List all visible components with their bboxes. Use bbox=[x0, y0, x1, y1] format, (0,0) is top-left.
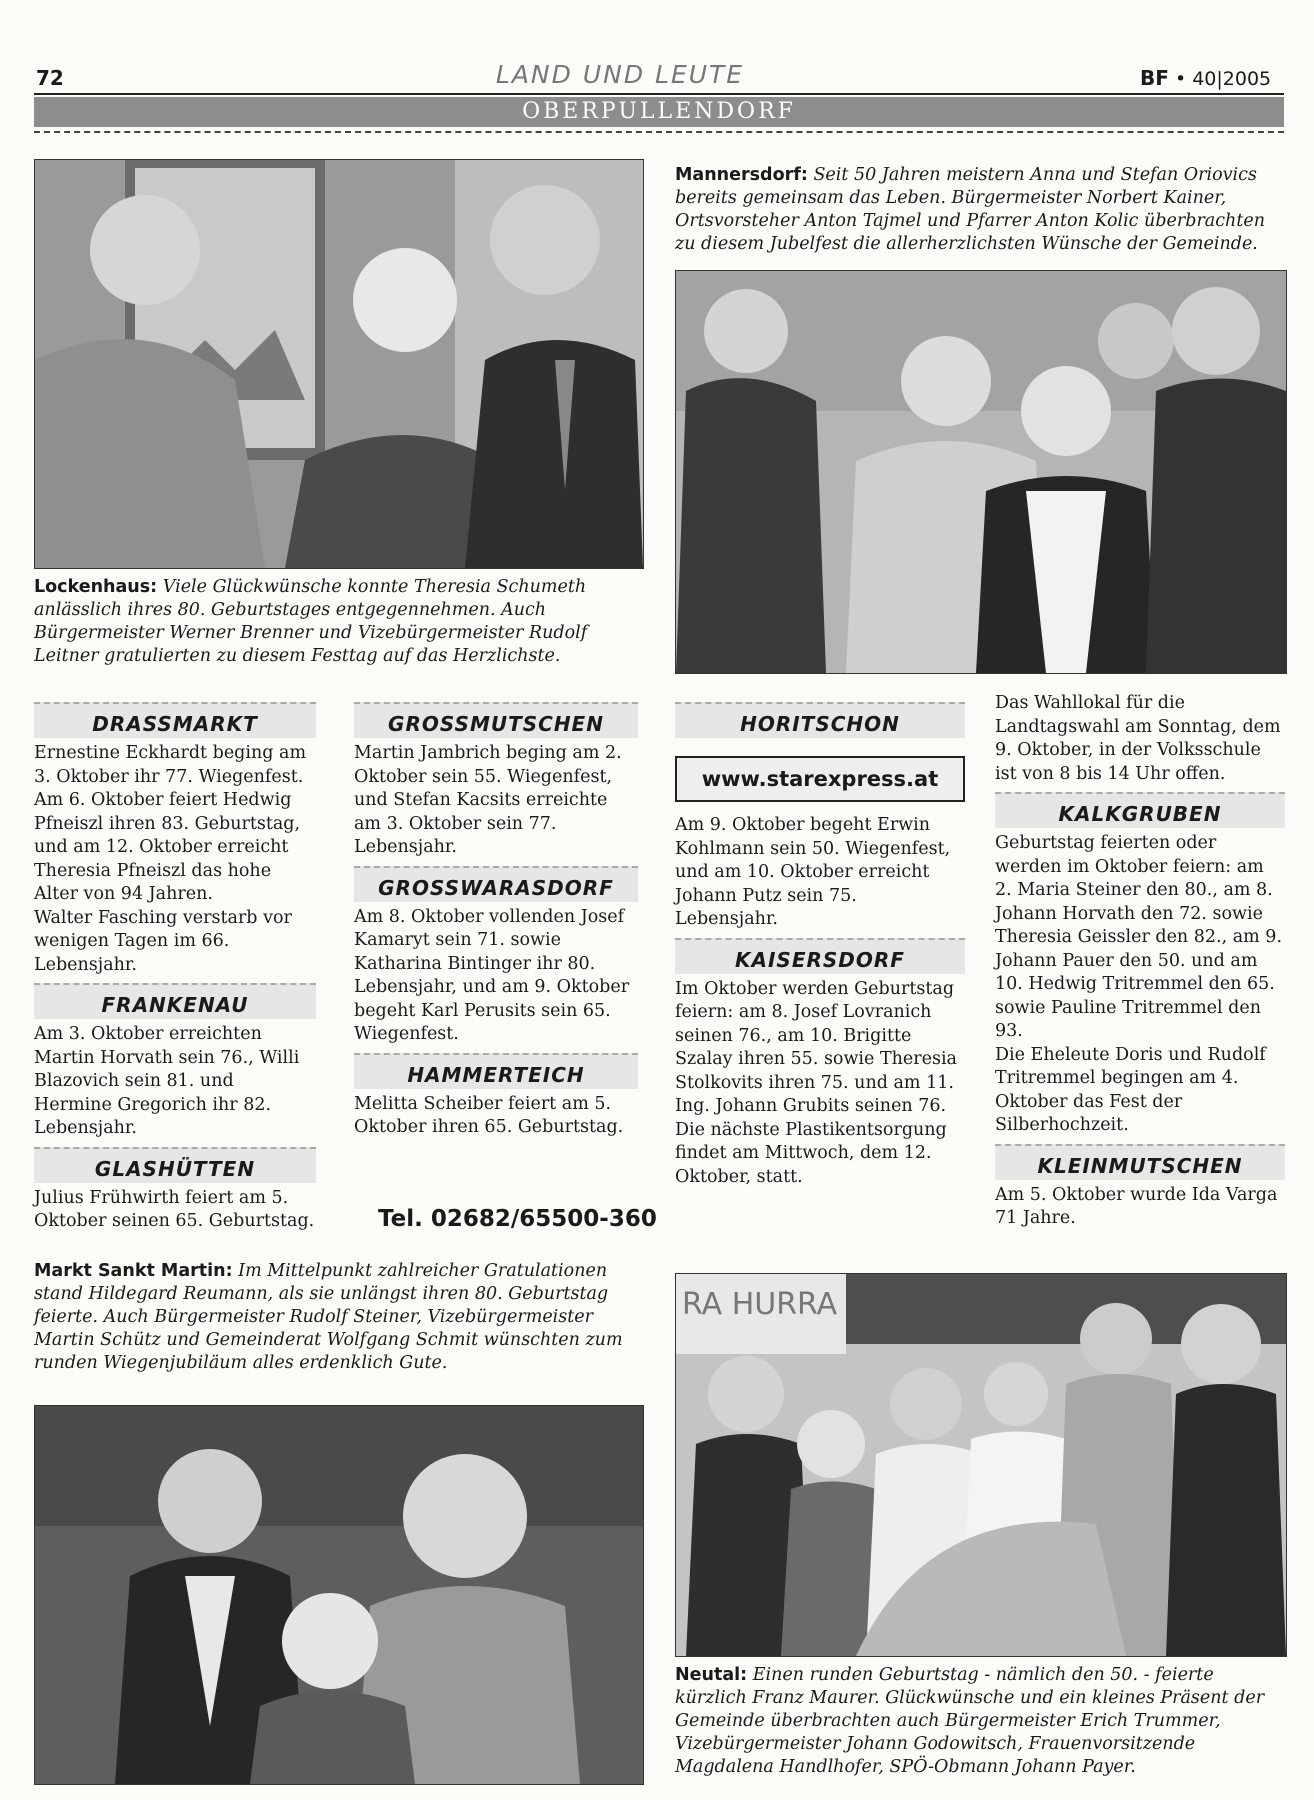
text-kaisersdorf-1: Im Oktober werden Geburtstag feiern: am 8. Josef Lovranich seinen 76., am 10. Brigitte Szalay ihren 55. sowie Theresia Stolkovits ihren 75. und am 11. Ing. Johann Grubits seinen 76. bbox=[675, 978, 957, 1116]
header-rule bbox=[34, 93, 1284, 95]
caption-lockenhaus bbox=[34, 576, 646, 668]
ad-starexpress[interactable]: www.starexpress.at bbox=[675, 756, 965, 802]
heading-hammerteich: HAMMERTEICH bbox=[354, 1053, 638, 1089]
photo-markt-sankt-martin bbox=[34, 1405, 644, 1785]
caption-lockenhaus-text: Viele Glückwünsche konnte Theresia Schumeth anlässlich ihres 80. Geburtstages entgegennehmen. Auch Bürgermeister Werner Brenner und Vizebürgermeister Rudolf Leitner gratulierten zu diesem Festtag auf das Herzlichste. bbox=[34, 577, 588, 666]
header-dashed-rule bbox=[34, 131, 1284, 133]
text-horitschon: Am 9. Oktober begeht Erwin Kohlmann sein 50. Wiegenfest, und am 10. Oktober erreicht Johann Putz sein 75. Lebensjahr. bbox=[675, 815, 951, 929]
photo-mannersdorf-image bbox=[676, 271, 1286, 673]
heading-frankenau: FRANKENAU bbox=[34, 983, 316, 1019]
text-grossmutschen: Martin Jambrich beging am 2. Oktober sein 55. Wiegenfest, und Stefan Kacsits erreichte am 3. Oktober sein 77. Lebensjahr. bbox=[354, 743, 622, 857]
caption-lockenhaus-place: Lockenhaus: bbox=[34, 577, 158, 597]
photo-lockenhaus-image bbox=[35, 160, 643, 568]
caption-neutal-text: Einen runden Geburtstag - nämlich den 50. - feierte kürzlich Franz Maurer. Glückwünsche und ein kleines Präsent der Gemeinde überbrachten auch Bürgermeister Erich Trummer, Vizebürgermeister Johann Godowitsch, Frauenvorsitzende Magdalena Handlhofer, SPÖ-Obmann Johann Payer. bbox=[675, 1665, 1265, 1777]
column-2 bbox=[354, 702, 638, 1140]
district-title: OBERPULLENDORF bbox=[522, 99, 796, 124]
caption-markt-sankt-martin bbox=[34, 1260, 646, 1375]
caption-mannersdorf-place: Mannersdorf: bbox=[675, 165, 808, 185]
text-drassmarkt-2: Walter Fasching verstarb vor wenigen Tagen im 66. Lebensjahr. bbox=[34, 907, 292, 975]
column-1 bbox=[34, 702, 316, 1234]
text-kaisersdorf-2: Die nächste Plastikentsorgung findet am Mittwoch, dem 12. Oktober, statt. bbox=[675, 1119, 947, 1187]
heading-kalkgruben: KALKGRUBEN bbox=[995, 792, 1285, 828]
caption-mannersdorf-text: Seit 50 Jahren meistern Anna und Stefan Oriovics bereits gemeinsam das Leben. Bürgermeister Norbert Kainer, Ortsvorsteher Anton Tajmel und Pfarrer Anton Kolic überbrachten zu diesem Jubelfest die allerherzlichsten Wünsche der Gemeinde. bbox=[675, 165, 1265, 254]
heading-kleinmutschen: KLEINMUTSCHEN bbox=[995, 1144, 1285, 1180]
text-frankenau: Am 3. Oktober erreichten Martin Horvath sein 76., Willi Blazovich sein 81. und Hermine Gregorich ihr 82. Lebensjahr. bbox=[34, 1024, 300, 1138]
issue-info bbox=[1140, 66, 1271, 90]
text-drassmarkt-1: Ernestine Eckhardt beging am 3. Oktober ihr 77. Wiegenfest. Am 6. Oktober feiert Hedwig Pfneiszl ihren 83. Geburtstag, und am 12. Oktober erreicht Theresia Pfneiszl das hohe Alter von 94 Jahren. bbox=[34, 743, 307, 904]
text-kleinmutschen: Am 5. Oktober wurde Ida Varga 71 Jahre. bbox=[995, 1184, 1278, 1228]
caption-markt-sankt-martin-text: Im Mittelpunkt zahlreicher Gratulationen stand Hildegard Reumann, als sie unlängst ihren 80. Geburtstag feierte. Auch Bürgermeister Rudolf Steiner, Vizebürgermeister Martin Schütz und Gemeinderat Wolfgang Schmit wünschten zum runden Wiegenjubiläum alles erdenklich Gute. bbox=[34, 1261, 623, 1373]
caption-mannersdorf bbox=[675, 164, 1285, 256]
column-3 bbox=[675, 702, 965, 1189]
photo-mannersdorf bbox=[675, 270, 1287, 674]
caption-markt-sankt-martin-place: Markt Sankt Martin: bbox=[34, 1261, 233, 1281]
issue-number: 40|2005 bbox=[1192, 68, 1272, 90]
heading-horitschon: HORITSCHON bbox=[675, 702, 965, 738]
photo-markt-sankt-martin-image bbox=[35, 1406, 643, 1784]
issue-separator: • bbox=[1174, 68, 1187, 90]
heading-glashuetten: GLASHÜTTEN bbox=[34, 1147, 316, 1183]
photo-neutal bbox=[675, 1273, 1287, 1657]
photo-neutal-banner-text: RA HURRA bbox=[682, 1287, 838, 1322]
district-band bbox=[34, 97, 1284, 127]
photo-lockenhaus bbox=[34, 159, 644, 569]
text-wahllokal: Das Wahllokal für die Landtagswahl am Sonntag, dem 9. Oktober, in der Volksschule ist von 8 bis 14 Uhr offen. bbox=[995, 693, 1281, 784]
text-kalkgruben-2: Die Eheleute Doris und Rudolf Tritremmel begingen am 4. Oktober das Fest der Silberhochzeit. bbox=[995, 1044, 1266, 1135]
caption-neutal-place: Neutal: bbox=[675, 1665, 748, 1685]
text-kalkgruben-1: Geburtstag feierten oder werden im Oktober feiern: am 2. Maria Steiner den 80., am 8. Johann Horvath den 72. sowie Theresia Geissler den 82., am 9. Johann Pauer den 50. und am 10. Hedwig Tritremmel den 65. sowie Pauline Tritremmel den 93. bbox=[995, 833, 1283, 1041]
heading-drassmarkt: DRASSMARKT bbox=[34, 702, 316, 738]
heading-grosswarasdorf: GROSSWARASDORF bbox=[354, 866, 638, 902]
caption-neutal bbox=[675, 1664, 1287, 1779]
publication-brand: BF bbox=[1140, 66, 1169, 90]
photo-neutal-image bbox=[676, 1274, 1286, 1656]
column-4 bbox=[995, 692, 1285, 1231]
rubric-title: LAND UND LEUTE bbox=[495, 60, 745, 89]
page-number: 72 bbox=[36, 66, 64, 90]
text-hammerteich: Melitta Scheiber feiert am 5. Oktober ihren 65. Geburtstag. bbox=[354, 1093, 624, 1137]
text-grosswarasdorf: Am 8. Oktober vollenden Josef Kamaryt sein 71. sowie Katharina Bintinger ihr 80. Lebensjahr, und am 9. Oktober begeht Karl Perusits sein 65. Wiegenfest. bbox=[354, 906, 630, 1044]
phone-number: Tel. 02682/65500-360 bbox=[378, 1206, 657, 1232]
text-glashuetten: Julius Frühwirth feiert am 5. Oktober seinen 65. Geburtstag. bbox=[34, 1187, 315, 1231]
heading-kaisersdorf: KAISERSDORF bbox=[675, 938, 965, 974]
heading-grossmutschen: GROSSMUTSCHEN bbox=[354, 702, 638, 738]
